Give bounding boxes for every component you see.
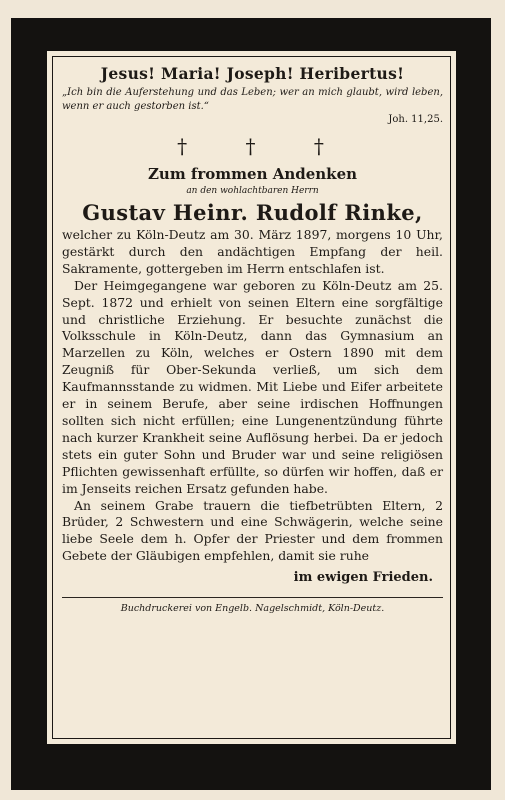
death-paragraph: welcher zu Köln-Deutz am 30. März 1897, morgens 10 Uhr, gestärkt durch den andächtigen Empfang der heil. Sakramente, gottergeben im Herrn entschlafen ist. xyxy=(62,227,443,276)
scripture-reference: Joh. 11,25. xyxy=(388,114,443,125)
cross-icons: † † † xyxy=(177,134,350,158)
scripture-quote: „Ich bin die Auferstehung und das Leben; wer an mich glaubt, wird leben, wenn er auch gestorben ist.“ xyxy=(62,87,443,112)
printer-imprint: Buchdruckerei von Engelb. Nagelschmidt, Köln-Deutz. xyxy=(120,603,385,615)
biography-paragraph: Der Heimgegangene war geboren zu Köln-Deutz am 25. Sept. 1872 und erhielt von seinen Eltern eine sorgfältige und christliche Erziehung. Er besuchte zunächst die Volksschule in Köln-Deutz, dann das Gymnasium an Marzellen zu Köln, welches er Ostern 1890 mit dem Zeugniß für Ober-Sekunda verließ, um sich dem Kaufmannsstande zu widmen. Mit Liebe und Eifer arbeitete er in seinem Berufe, aber seine irdischen Hoffnungen sollten sich nicht erfüllen; eine Lungenentzündung führte nach kurzer Krankheit seine Auflösung herbei. Da er jedoch stets ein guter Sohn und Bruder war und seine religiösen Pflichten gewissenhaft erfüllte, so dürfen wir hoffen, daß er im Jenseits reichen Ersatz gefunden habe. xyxy=(62,277,443,496)
mourners-paragraph: An seinem Grabe trauern die tiefbetrübten Eltern, 2 Brüder, 2 Schwestern und eine Schwägerin, welche seine liebe Seele dem h. Opfer der Priester und dem frommen Gebete der Gläubigen empfehlen, damit sie ruhe xyxy=(62,497,443,564)
deceased-name: Gustav Heinr. Rudolf Rinke, xyxy=(82,200,423,225)
divider xyxy=(62,597,443,598)
card-content xyxy=(62,64,443,616)
memory-heading: Zum frommen Andenken xyxy=(147,165,358,183)
honorific-line: an den wohlachtbaren Herrn xyxy=(186,186,319,196)
closing-phrase: im ewigen Frieden. xyxy=(293,570,433,586)
invocation: Jesus! Maria! Joseph! Heribertus! xyxy=(100,64,405,83)
